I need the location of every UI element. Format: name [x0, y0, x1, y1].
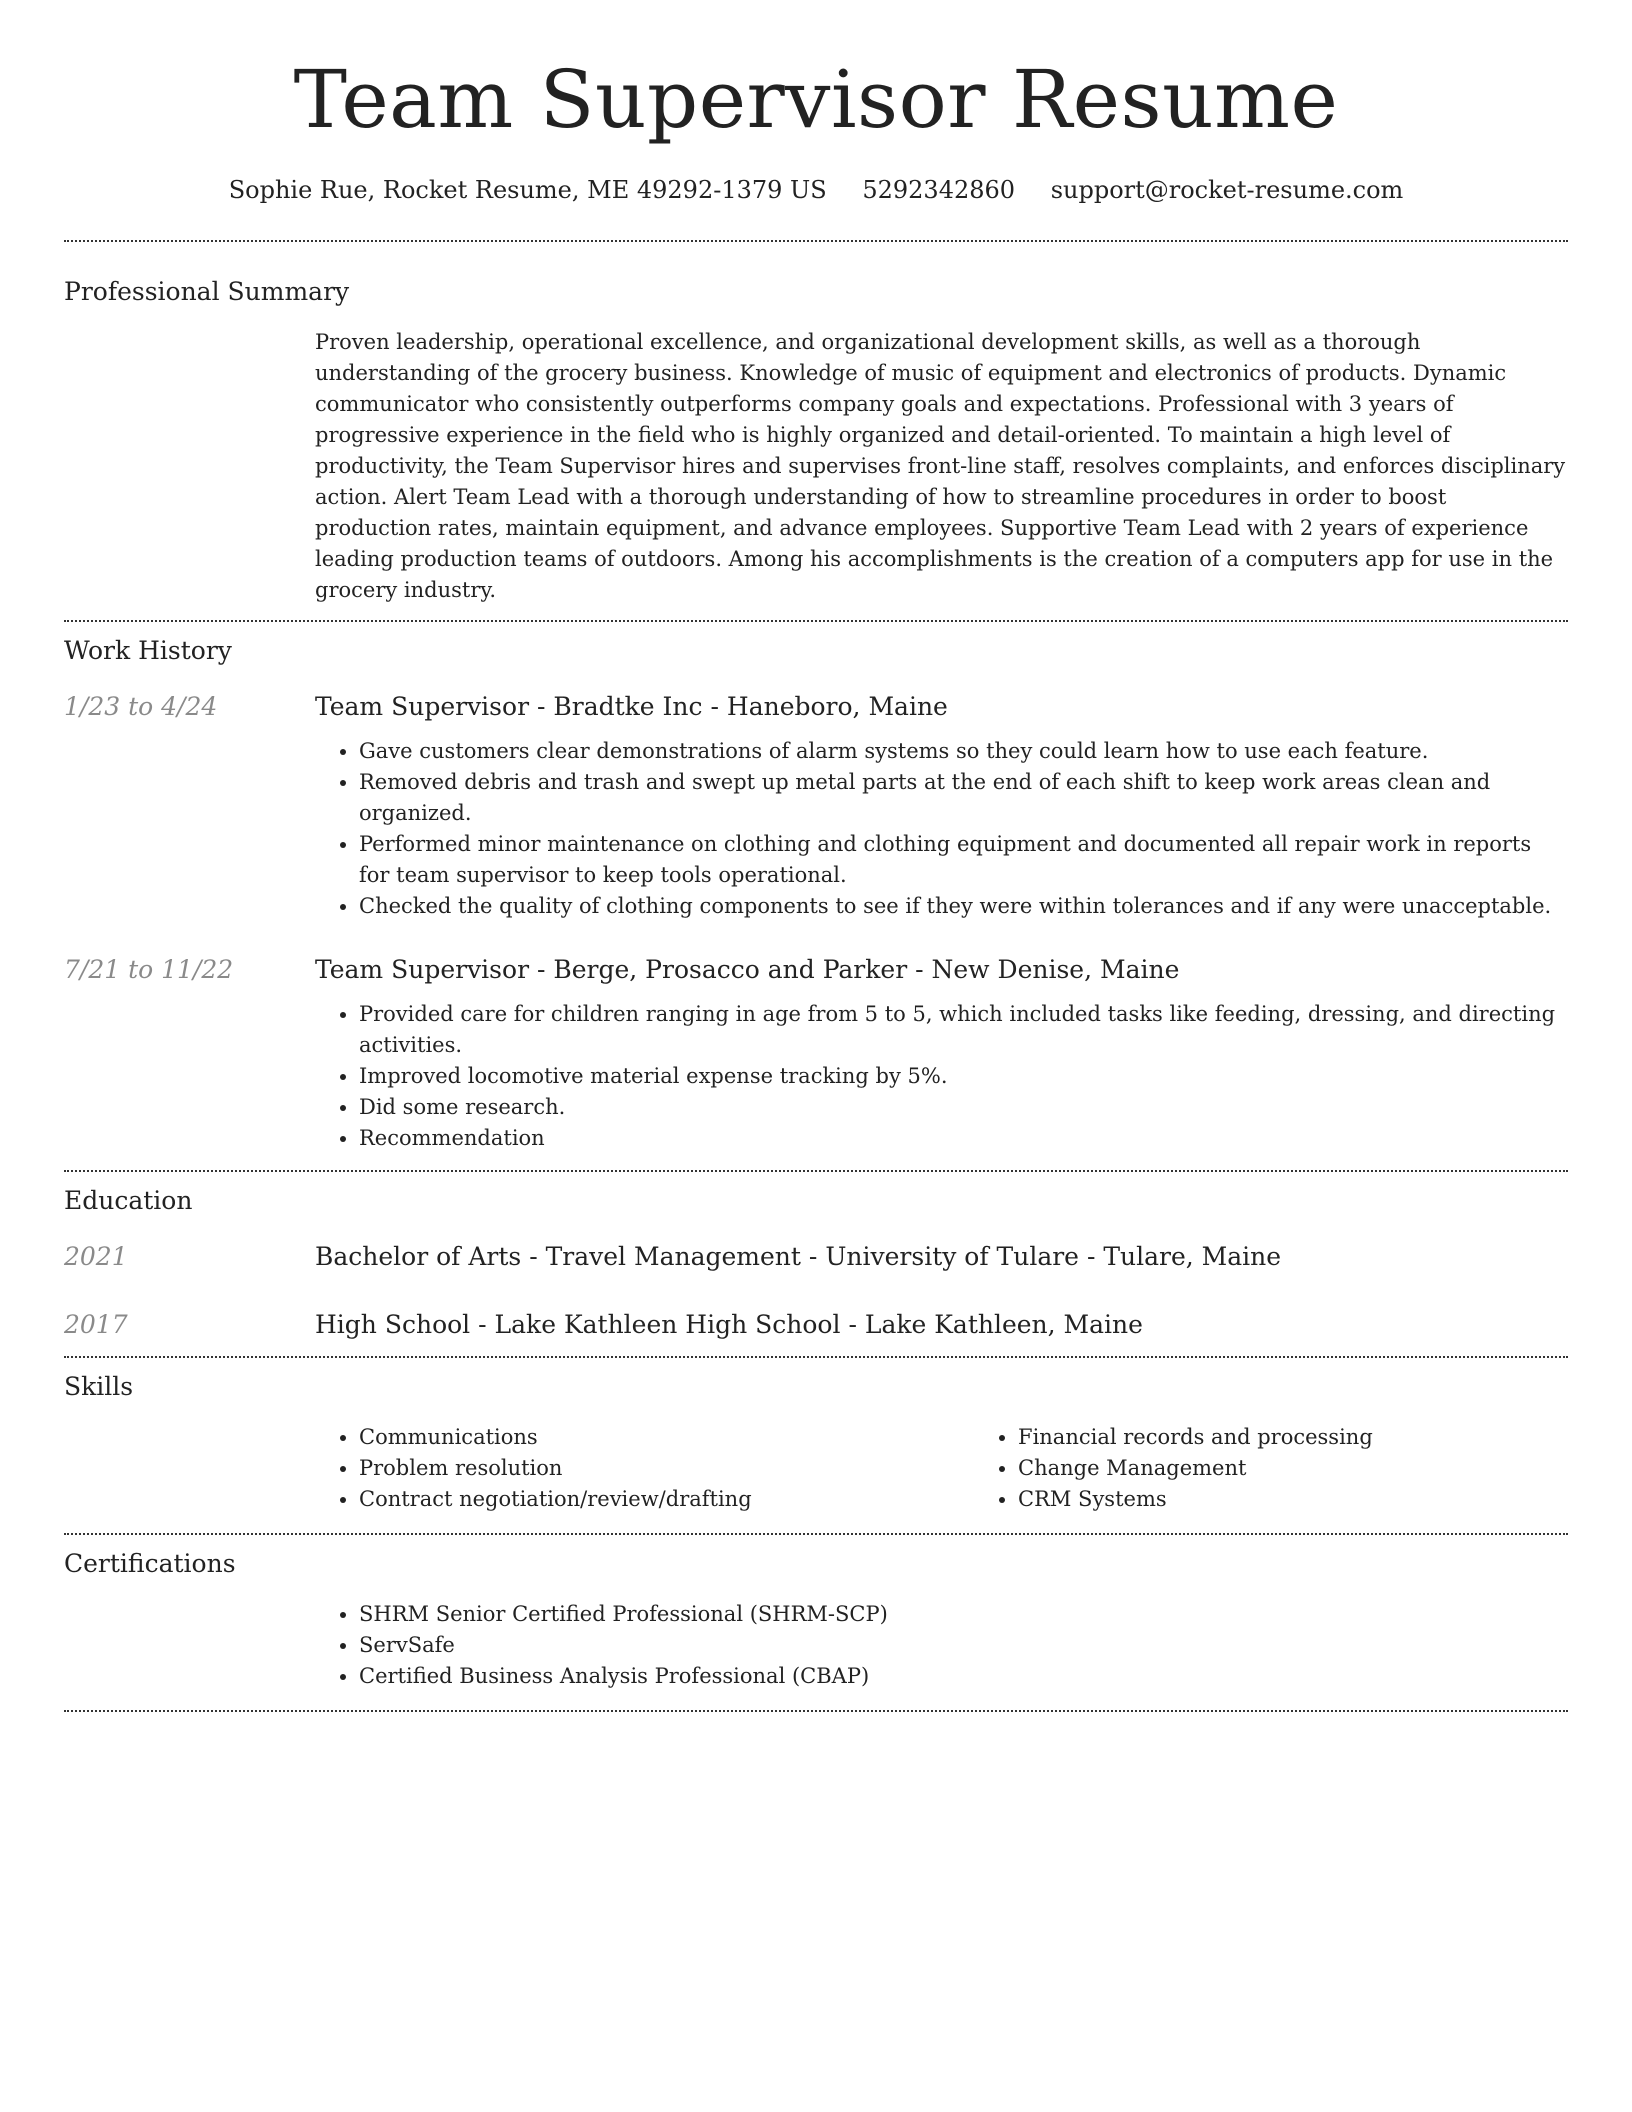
list-item: • Contract negotiation/review/drafting	[359, 1484, 974, 1515]
section-title-skills: Skills	[64, 1372, 134, 1401]
education-location: Lake Kathleen, Maine	[864, 1310, 1143, 1339]
certifications-section	[64, 1535, 1568, 1692]
list-item: • Removed debris and trash and swept up metal parts at the end of each shift to keep work areas clean and organized.	[359, 767, 1568, 829]
job-company: Berge, Prosacco and Parker	[553, 955, 908, 984]
skills-list-right	[974, 1422, 1373, 1515]
section-divider	[64, 1710, 1568, 1712]
section-title-certifications: Certifications	[64, 1549, 236, 1578]
list-item: • CRM Systems	[1018, 1484, 1373, 1515]
list-item: • Problem resolution	[359, 1453, 974, 1484]
education-entry: 2017 High School - Lake Kathleen High School - Lake Kathleen, Maine	[64, 1308, 1568, 1342]
education-section	[64, 1172, 1568, 1342]
section-title-work: Work History	[64, 636, 232, 665]
list-item: • Did some research.	[359, 1092, 1568, 1123]
job-title: Team Supervisor	[315, 955, 530, 984]
contact-line	[64, 174, 1568, 206]
list-item: • Provided care for children ranging in age from 5 to 5, which included tasks like feeding, dressing, and directing activities.	[359, 999, 1568, 1061]
job-dates: 7/21 to 11/22	[64, 955, 234, 984]
job-location: Haneboro, Maine	[726, 692, 948, 721]
list-item: • Performed minor maintenance on clothing and clothing equipment and documented all repair work in reports for team supervisor to keep tools operational.	[359, 829, 1568, 891]
education-school: University of Tulare	[825, 1242, 1079, 1271]
job-company: Bradtke Inc	[553, 692, 703, 721]
list-item: • Improved locomotive material expense tracking by 5%.	[359, 1061, 1568, 1092]
education-degree: High School	[315, 1310, 471, 1339]
education-school: Lake Kathleen High School	[494, 1310, 841, 1339]
list-item: • Certified Business Analysis Professional (CBAP)	[359, 1661, 1568, 1692]
job-heading: Team Supervisor - Bradtke Inc - Haneboro, Maine	[315, 692, 948, 721]
contact-address: Sophie Rue, Rocket Resume, ME 49292-1379 US	[228, 176, 827, 204]
professional-summary-section	[64, 242, 1568, 606]
contact-email: support@rocket-resume.com	[1050, 176, 1404, 204]
list-item: • Recommendation	[359, 1123, 1568, 1154]
skills-list-left	[315, 1422, 974, 1515]
section-title-summary: Professional Summary	[64, 277, 350, 306]
job-bullets	[315, 736, 1568, 922]
education-year: 2017	[64, 1310, 128, 1339]
certifications-list	[315, 1599, 1568, 1692]
list-item: • Change Management	[1018, 1453, 1373, 1484]
job-heading: Team Supervisor - Berge, Prosacco and Parker - New Denise, Maine	[315, 955, 1180, 984]
job-entry	[64, 953, 1568, 1154]
list-item: • Communications	[359, 1422, 974, 1453]
section-title-education: Education	[64, 1186, 193, 1215]
list-item: • Gave customers clear demonstrations of alarm systems so they could learn how to use each feature.	[359, 736, 1568, 767]
list-item: • SHRM Senior Certified Professional (SHRM-SCP)	[359, 1599, 1568, 1630]
job-entry	[64, 690, 1568, 922]
skills-section	[64, 1358, 1568, 1515]
list-item: • Financial records and processing	[1018, 1422, 1373, 1453]
education-degree: Bachelor of Arts	[315, 1242, 522, 1271]
education-year: 2021	[64, 1242, 128, 1271]
job-dates: 1/23 to 4/24	[64, 692, 218, 721]
job-bullets	[315, 999, 1568, 1154]
education-entry: 2021 Bachelor of Arts - Travel Management - University of Tulare - Tulare, Maine	[64, 1240, 1568, 1274]
work-history-section	[64, 622, 1568, 1154]
education-field: Travel Management	[545, 1242, 801, 1271]
list-item: • Checked the quality of clothing components to see if they were within tolerances and if any were unacceptable.	[359, 891, 1568, 922]
contact-phone: 5292342860	[862, 176, 1016, 204]
job-location: New Denise, Maine	[931, 955, 1180, 984]
job-title: Team Supervisor	[315, 692, 530, 721]
summary-text: Proven leadership, operational excellence, and organizational development skills, as well as a thorough understanding of the grocery business. Knowledge of music of equipment and electronics of products. Dynamic communicator who consistently outperforms company goals and expectations. Professional with 3 years of progressive experience in the field who is highly organized and detail-oriented. To maintain a high level of productivity, the Team Supervisor hires and supervises front-line staff, resolves complaints, and enforces disciplinary action. Alert Team Lead with a thorough understanding of how to streamline procedures in order to boost production rates, maintain equipment, and advance employees. Supportive Team Lead with 2 years of experience leading production teams of outdoors. Among his accomplishments is the creation of a computers app for use in the grocery industry.	[315, 330, 1566, 602]
education-location: Tulare, Maine	[1103, 1242, 1282, 1271]
page-title: Team Supervisor Resume	[293, 53, 1339, 146]
list-item: • ServSafe	[359, 1630, 1568, 1661]
